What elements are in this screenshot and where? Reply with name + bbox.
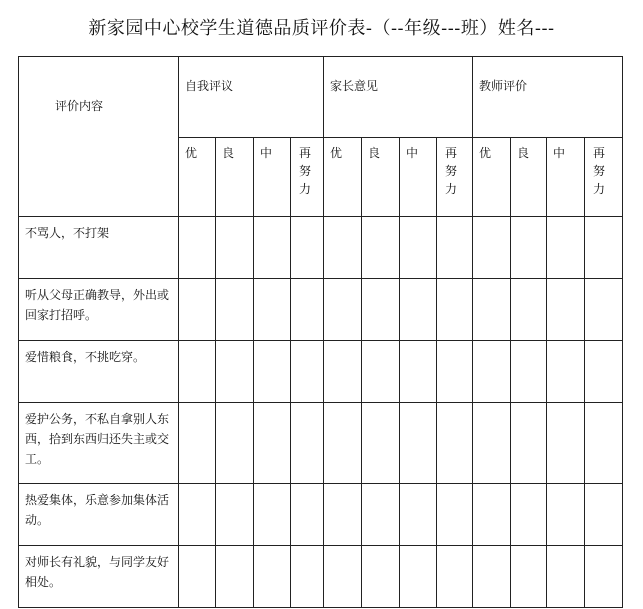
rating-cell[interactable] [400, 484, 437, 546]
rating-cell[interactable] [179, 484, 216, 546]
rating-cell[interactable] [216, 546, 254, 608]
grade-header: 再努力 [585, 138, 623, 217]
rating-cell[interactable] [362, 279, 400, 341]
row-label: 热爱集体，乐意参加集体活动。 [19, 484, 179, 546]
table-row [19, 484, 623, 546]
grade-header: 良 [216, 138, 254, 217]
rating-cell[interactable] [437, 279, 473, 341]
rating-cell[interactable] [511, 217, 547, 279]
rating-cell[interactable] [511, 546, 547, 608]
row-label: 对师长有礼貌，与同学友好相处。 [19, 546, 179, 608]
rating-cell[interactable] [437, 484, 473, 546]
rating-cell[interactable] [511, 279, 547, 341]
grade-header: 良 [362, 138, 400, 217]
rating-cell[interactable] [216, 403, 254, 484]
group-header-teacher: 教师评价 [473, 57, 623, 138]
rating-cell[interactable] [547, 279, 585, 341]
rating-cell[interactable] [473, 484, 511, 546]
rating-cell[interactable] [473, 403, 511, 484]
grade-header: 优 [179, 138, 216, 217]
rating-cell[interactable] [473, 546, 511, 608]
rating-cell[interactable] [547, 546, 585, 608]
rating-cell[interactable] [547, 403, 585, 484]
rating-cell[interactable] [254, 341, 291, 403]
rating-cell[interactable] [585, 484, 623, 546]
grade-header: 优 [324, 138, 362, 217]
rating-cell[interactable] [179, 403, 216, 484]
grade-header: 再努力 [291, 138, 324, 217]
rating-cell[interactable] [324, 217, 362, 279]
rating-cell[interactable] [179, 279, 216, 341]
row-label: 爱护公务，不私自拿别人东西，拾到东西归还失主或交工。 [19, 403, 179, 484]
rating-cell[interactable] [291, 279, 324, 341]
rating-cell[interactable] [585, 341, 623, 403]
rating-cell[interactable] [216, 217, 254, 279]
evaluation-table [18, 56, 623, 608]
rating-cell[interactable] [362, 341, 400, 403]
table-row [19, 403, 623, 484]
rating-cell[interactable] [437, 546, 473, 608]
rating-cell[interactable] [362, 217, 400, 279]
row-label: 爱惜粮食，不挑吃穿。 [19, 341, 179, 403]
rating-cell[interactable] [254, 484, 291, 546]
rating-cell[interactable] [179, 217, 216, 279]
rating-cell[interactable] [547, 484, 585, 546]
rating-cell[interactable] [473, 341, 511, 403]
rating-cell[interactable] [511, 341, 547, 403]
grade-header: 再努力 [437, 138, 473, 217]
page-title: 新家园中心校学生道德品质评价表-（--年级---班）姓名--- [88, 18, 555, 39]
content-header [19, 57, 179, 217]
rating-cell[interactable] [511, 403, 547, 484]
grade-header: 良 [511, 138, 547, 217]
rating-cell[interactable] [291, 341, 324, 403]
rating-cell[interactable] [324, 484, 362, 546]
rating-cell[interactable] [254, 217, 291, 279]
rating-cell[interactable] [511, 484, 547, 546]
grade-header: 优 [473, 138, 511, 217]
rating-cell[interactable] [437, 341, 473, 403]
rating-cell[interactable] [254, 546, 291, 608]
rating-cell[interactable] [400, 403, 437, 484]
rating-cell[interactable] [362, 484, 400, 546]
table-row [19, 279, 623, 341]
rating-cell[interactable] [362, 546, 400, 608]
rating-cell[interactable] [400, 217, 437, 279]
rating-cell[interactable] [179, 341, 216, 403]
rating-cell[interactable] [291, 546, 324, 608]
table-row [19, 217, 623, 279]
rating-cell[interactable] [291, 217, 324, 279]
rating-cell[interactable] [179, 546, 216, 608]
row-label: 听从父母正确教导，外出或回家打招呼。 [19, 279, 179, 341]
rating-cell[interactable] [437, 403, 473, 484]
rating-cell[interactable] [216, 279, 254, 341]
rating-cell[interactable] [324, 279, 362, 341]
rating-cell[interactable] [400, 279, 437, 341]
content-header-label: 评价内容 [55, 99, 104, 113]
rating-cell[interactable] [291, 403, 324, 484]
rating-cell[interactable] [585, 279, 623, 341]
rating-cell[interactable] [291, 484, 324, 546]
grade-header: 中 [547, 138, 585, 217]
row-label: 不骂人，不打架 [19, 217, 179, 279]
rating-cell[interactable] [400, 546, 437, 608]
rating-cell[interactable] [585, 546, 623, 608]
rating-cell[interactable] [400, 341, 437, 403]
table-row [19, 341, 623, 403]
table-row [19, 546, 623, 608]
rating-cell[interactable] [585, 217, 623, 279]
rating-cell[interactable] [362, 403, 400, 484]
rating-cell[interactable] [585, 403, 623, 484]
grade-header: 中 [254, 138, 291, 217]
rating-cell[interactable] [547, 217, 585, 279]
rating-cell[interactable] [254, 403, 291, 484]
rating-cell[interactable] [473, 217, 511, 279]
rating-cell[interactable] [216, 484, 254, 546]
rating-cell[interactable] [324, 403, 362, 484]
rating-cell[interactable] [437, 217, 473, 279]
grade-header: 中 [400, 138, 437, 217]
rating-cell[interactable] [216, 341, 254, 403]
group-header-parent: 家长意见 [324, 57, 473, 138]
rating-cell[interactable] [254, 279, 291, 341]
rating-cell[interactable] [324, 546, 362, 608]
rating-cell[interactable] [473, 279, 511, 341]
rating-cell[interactable] [324, 341, 362, 403]
rating-cell[interactable] [547, 341, 585, 403]
group-header-self: 自我评议 [179, 57, 324, 138]
